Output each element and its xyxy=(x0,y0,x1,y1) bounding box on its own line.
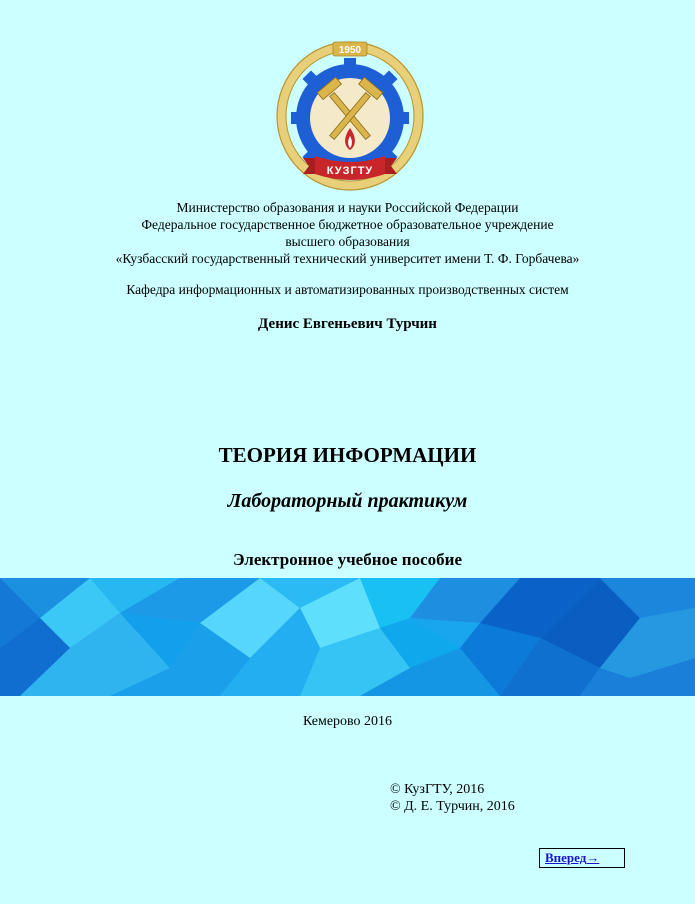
org-line-institution-type: Федеральное государственное бюджетное образовательное учреждение xyxy=(141,217,554,232)
year-plaque xyxy=(333,42,367,56)
city-year: Кемерово 2016 xyxy=(302,714,393,729)
arrow-right-icon: → xyxy=(586,850,600,865)
decorative-polygon-banner xyxy=(0,578,695,696)
svg-text:КУЗГТУ: КУЗГТУ xyxy=(326,165,374,177)
copyright-author: © Д. Е. Турчин, 2016 xyxy=(390,799,515,814)
org-line-ministry: Министерство образования и науки Российской Федерации xyxy=(176,200,519,215)
department-name: Кафедра информационных и автоматизированных производственных систем xyxy=(126,282,569,297)
book-title: ТЕОРИЯ ИНФОРМАЦИИ xyxy=(218,443,477,467)
next-page-label: Вперед xyxy=(545,850,587,865)
book-subtitle: Лабораторный практикум xyxy=(227,490,468,512)
svg-text:1950: 1950 xyxy=(338,45,362,56)
org-line-university-name: «Кузбасский государственный технический университет имени Т. Ф. Горбачева» xyxy=(115,251,580,266)
copyright-university: © КузГТУ, 2016 xyxy=(390,782,485,797)
author-name: Денис Евгеньевич Турчин xyxy=(258,316,437,332)
next-page-button[interactable] xyxy=(539,848,625,868)
university-logo xyxy=(275,40,425,192)
edition-type: Электронное учебное пособие xyxy=(233,550,462,569)
org-line-education-level: высшего образования xyxy=(285,234,410,249)
